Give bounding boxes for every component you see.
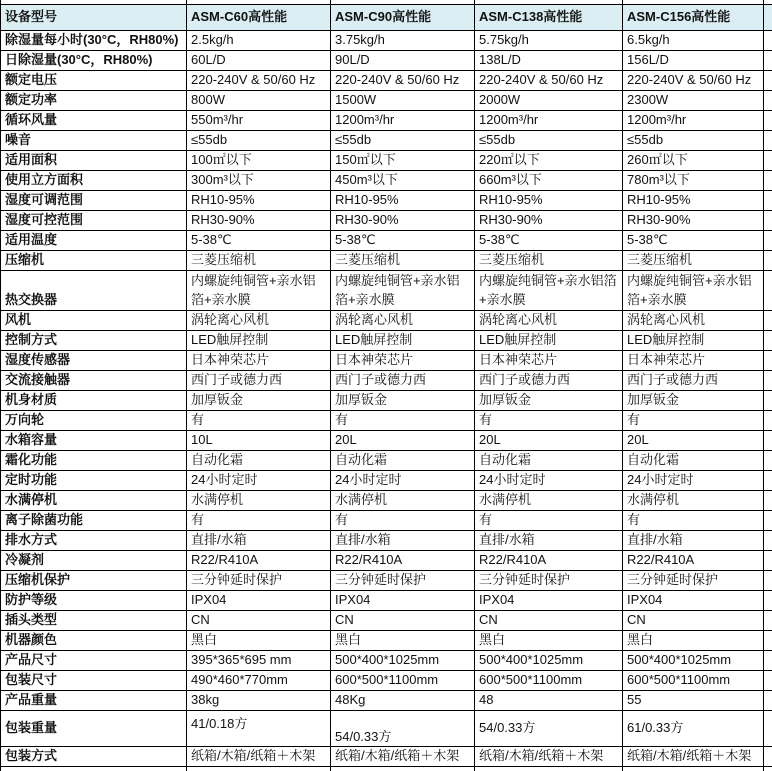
row-label[interactable]: 包装重量 (1, 710, 187, 746)
spec-cell[interactable]: 自动化霜 (331, 450, 475, 470)
spec-cell[interactable]: RH30-90% (475, 210, 623, 230)
spec-cell[interactable]: RH10-95% (331, 190, 475, 210)
spec-cell[interactable]: 38kg (187, 690, 331, 710)
spec-cell[interactable]: 直排/水箱 (187, 530, 331, 550)
partial-cell[interactable] (764, 370, 772, 390)
spec-cell[interactable]: 三菱压缩机 (623, 250, 764, 270)
spec-cell[interactable]: R22/R410A (623, 550, 764, 570)
row-label[interactable]: 离子除菌功能 (1, 510, 187, 530)
spec-cell[interactable]: 有 (187, 510, 331, 530)
spec-row (1, 90, 772, 110)
spec-row (1, 510, 772, 530)
partial-cell[interactable] (764, 690, 772, 710)
spec-cell[interactable]: CN (187, 610, 331, 630)
row-label[interactable]: 机器颜色 (1, 630, 187, 650)
spec-cell[interactable]: 西门子或德力西 (475, 370, 623, 390)
spec-cell[interactable]: 490*460*770mm (187, 670, 331, 690)
spec-row (1, 50, 772, 70)
spec-cell[interactable]: 5-38℃ (187, 230, 331, 250)
spec-cell[interactable]: 5.75kg/h (475, 30, 623, 50)
spec-cell[interactable]: 660m³以下 (475, 170, 623, 190)
spec-cell[interactable]: ≤55db (475, 130, 623, 150)
spec-row (1, 590, 772, 610)
spec-cell[interactable]: 加厚钣金 (475, 390, 623, 410)
spec-cell[interactable]: 600*500*1100mm (331, 670, 475, 690)
spec-cell[interactable]: IPX04 (623, 590, 764, 610)
spec-cell[interactable]: 直排/水箱 (623, 530, 764, 550)
spec-cell[interactable]: 6.5kg/h (623, 30, 764, 50)
partial-cell[interactable] (764, 210, 772, 230)
partial-cell[interactable] (764, 650, 772, 670)
spec-row (1, 130, 772, 150)
partial-cell[interactable] (764, 510, 772, 530)
spec-cell[interactable]: 61/0.33方 (623, 710, 764, 746)
spec-cell[interactable]: 涡轮离心风机 (623, 310, 764, 330)
spec-cell[interactable]: 直排/水箱 (331, 530, 475, 550)
spec-cell[interactable]: 西门子或德力西 (623, 370, 764, 390)
spec-cell[interactable]: 10L (187, 430, 331, 450)
spec-row (1, 450, 772, 470)
spec-cell[interactable]: LED触屏控制 (623, 330, 764, 350)
partial-cell[interactable] (764, 766, 772, 771)
row-label[interactable]: 额定功率 (1, 90, 187, 110)
spec-cell[interactable]: 20L (475, 430, 623, 450)
row-label[interactable]: 湿度可控范围 (1, 210, 187, 230)
spec-cell[interactable]: 150㎡以下 (331, 150, 475, 170)
spec-cell[interactable]: 100㎡以下 (187, 150, 331, 170)
spec-cell[interactable]: 24小时定时 (623, 470, 764, 490)
spec-cell[interactable]: 500*400*1025mm (475, 650, 623, 670)
spec-cell[interactable]: 20L (331, 430, 475, 450)
row-label[interactable]: 控制方式 (1, 330, 187, 350)
spec-cell[interactable]: 纸箱/木箱/纸箱＋木架 (187, 746, 331, 766)
header-cell-model[interactable]: ASM-C90高性能 (331, 4, 475, 30)
partial-cell[interactable] (764, 430, 772, 450)
partial-cell[interactable] (764, 170, 772, 190)
header-cell-label-column[interactable]: 设备型号 (1, 4, 187, 30)
row-label[interactable]: 插头类型 (1, 610, 187, 630)
row-label[interactable]: 机身材质 (1, 390, 187, 410)
row-label[interactable]: 霜化功能 (1, 450, 187, 470)
spec-cell[interactable]: 1200m³/hr (623, 110, 764, 130)
partial-cell[interactable] (764, 410, 772, 430)
partial-cell[interactable] (764, 190, 772, 210)
row-label[interactable]: 热交换器 (1, 270, 187, 310)
spec-cell[interactable]: 水满停机 (187, 490, 331, 510)
spec-cell[interactable]: 黑白 (623, 630, 764, 650)
spec-row (1, 30, 772, 50)
partial-cell[interactable] (764, 670, 772, 690)
row-label[interactable]: 万向轮 (1, 410, 187, 430)
spec-row (1, 270, 772, 310)
spec-cell[interactable]: 黑白 (475, 630, 623, 650)
spec-cell[interactable]: 自动化霜 (475, 450, 623, 470)
spec-row (1, 570, 772, 590)
row-label[interactable]: 水满停机 (1, 490, 187, 510)
spec-cell[interactable]: 加厚钣金 (187, 390, 331, 410)
spec-cell[interactable]: 48Kg (331, 690, 475, 710)
spec-cell[interactable]: 600*500*1100mm (475, 670, 623, 690)
spec-cell[interactable]: 三分钟延时保护 (475, 570, 623, 590)
spec-row (1, 350, 772, 370)
spec-row (1, 230, 772, 250)
spec-row (1, 630, 772, 650)
spec-cell[interactable]: 加厚钣金 (623, 390, 764, 410)
row-label[interactable]: 产品重量 (1, 690, 187, 710)
partial-cell[interactable] (764, 330, 772, 350)
spec-cell[interactable]: 西门子或德力西 (331, 370, 475, 390)
row-label[interactable]: 风机 (1, 310, 187, 330)
spec-cell[interactable]: 水满停机 (623, 490, 764, 510)
spec-cell[interactable]: 黑白 (331, 630, 475, 650)
spec-row (1, 310, 772, 330)
spec-row (1, 690, 772, 710)
spec-cell[interactable]: CN (475, 610, 623, 630)
spec-cell[interactable]: 有 (331, 510, 475, 530)
spec-row (1, 610, 772, 630)
spec-cell[interactable]: ≤55db (187, 130, 331, 150)
spec-cell[interactable]: 自动化霜 (187, 450, 331, 470)
spec-cell[interactable]: IPX04 (187, 590, 331, 610)
spec-cell[interactable]: 220㎡以下 (475, 150, 623, 170)
partial-cell[interactable] (764, 450, 772, 470)
spec-cell[interactable]: 自动化霜 (623, 450, 764, 470)
spec-cell[interactable]: 日本神荣芯片 (475, 350, 623, 370)
spec-cell[interactable]: 水满停机 (331, 490, 475, 510)
partial-cell[interactable] (764, 350, 772, 370)
spec-row (1, 410, 772, 430)
spec-cell[interactable]: 1200m³/hr (475, 110, 623, 130)
spec-row (1, 170, 772, 190)
spec-cell[interactable]: 三菱压缩机 (331, 250, 475, 270)
spec-cell[interactable]: 800W (187, 90, 331, 110)
spec-cell[interactable]: 220-240V & 50/60 Hz (623, 70, 764, 90)
spec-cell[interactable]: 600*500*1100mm (623, 670, 764, 690)
spec-cell[interactable]: 有 (623, 510, 764, 530)
spec-cell[interactable]: 水满停机 (475, 490, 623, 510)
spec-cell[interactable]: 1200m³/hr (331, 110, 475, 130)
spec-row (1, 670, 772, 690)
spec-cell[interactable]: 1500W (331, 90, 475, 110)
row-label[interactable]: 使用立方面积 (1, 170, 187, 190)
spec-row (1, 710, 772, 746)
spec-cell[interactable]: 日本神荣芯片 (187, 350, 331, 370)
header-cell-model[interactable]: ASM-C60高性能 (187, 4, 331, 30)
row-label[interactable]: 定时功能 (1, 470, 187, 490)
row-label[interactable]: 湿度可调范围 (1, 190, 187, 210)
spec-cell[interactable]: 41/0.18方 (187, 710, 331, 746)
partial-cell[interactable] (764, 70, 772, 90)
partial-cell[interactable] (764, 130, 772, 150)
spec-cell[interactable]: IPX04 (331, 590, 475, 610)
spec-cell[interactable]: 138L/D (475, 50, 623, 70)
partial-cell[interactable] (764, 250, 772, 270)
partial-cell[interactable] (764, 90, 772, 110)
partial-cell[interactable] (764, 390, 772, 410)
spec-row (1, 470, 772, 490)
spec-table-body (1, 30, 772, 771)
spec-cell[interactable]: RH10-95% (187, 190, 331, 210)
row-label[interactable]: 防护等级 (1, 590, 187, 610)
spec-cell[interactable]: 780m³以下 (623, 170, 764, 190)
spec-cell[interactable]: 24小时定时 (331, 470, 475, 490)
partial-cell[interactable] (764, 310, 772, 330)
spec-cell[interactable]: 5-38℃ (475, 230, 623, 250)
partial-cell[interactable] (764, 710, 772, 746)
row-label[interactable]: 适用面积 (1, 150, 187, 170)
spec-cell[interactable]: 5-38℃ (623, 230, 764, 250)
spec-cell[interactable]: 三菱压缩机 (187, 250, 331, 270)
spec-cell[interactable]: 涡轮离心风机 (331, 310, 475, 330)
spec-row (1, 370, 772, 390)
spec-cell[interactable]: 三分钟延时保护 (331, 570, 475, 590)
spec-row (1, 650, 772, 670)
row-label[interactable]: 额定电压 (1, 70, 187, 90)
spec-cell[interactable]: RH10-95% (475, 190, 623, 210)
spec-cell[interactable]: 内螺旋纯铜管+亲水铝箔+亲水膜 (331, 270, 475, 310)
spec-cell[interactable]: 加厚钣金 (331, 390, 475, 410)
partial-cell[interactable] (187, 766, 331, 771)
spec-cell[interactable]: 450m³以下 (331, 170, 475, 190)
row-label[interactable]: 循环风量 (1, 110, 187, 130)
partial-cell[interactable] (764, 150, 772, 170)
spec-cell[interactable]: 54/0.33方 (475, 710, 623, 746)
spec-cell[interactable]: 500*400*1025mm (331, 650, 475, 670)
spec-cell[interactable]: 三菱压缩机 (475, 250, 623, 270)
spec-cell[interactable]: 54/0.33方 (331, 710, 475, 746)
spec-cell[interactable]: CN (331, 610, 475, 630)
spec-cell[interactable]: 24小时定时 (475, 470, 623, 490)
partial-cell[interactable] (764, 270, 772, 310)
row-label[interactable]: 湿度传感器 (1, 350, 187, 370)
spec-cell[interactable]: RH10-95% (623, 190, 764, 210)
spec-row (1, 746, 772, 766)
partial-cell[interactable] (764, 590, 772, 610)
partial-cell[interactable] (475, 766, 623, 771)
partial-cell[interactable] (764, 530, 772, 550)
spec-row (1, 250, 772, 270)
spec-cell[interactable]: ≤55db (623, 130, 764, 150)
spec-cell[interactable]: 纸箱/木箱/纸箱＋木架 (331, 746, 475, 766)
spec-cell[interactable]: CN (623, 610, 764, 630)
spec-cell[interactable]: 内螺旋纯铜管+亲水铝箔+亲水膜 (475, 270, 623, 310)
spec-table-header (1, 0, 772, 30)
spec-cell[interactable]: 500*400*1025mm (623, 650, 764, 670)
spec-row (1, 550, 772, 570)
row-label[interactable]: 冷凝剂 (1, 550, 187, 570)
spec-cell[interactable]: 55 (623, 690, 764, 710)
row-label[interactable]: 压缩机保护 (1, 570, 187, 590)
spec-cell[interactable]: 有 (475, 510, 623, 530)
spec-cell[interactable]: 24小时定时 (187, 470, 331, 490)
spec-row (1, 490, 772, 510)
spec-row (1, 70, 772, 90)
header-cell-model[interactable]: ASM-C156高性能 (623, 4, 764, 30)
spec-cell[interactable]: 220-240V & 50/60 Hz (475, 70, 623, 90)
row-label[interactable]: 产品尺寸 (1, 650, 187, 670)
row-label[interactable]: 包装尺寸 (1, 670, 187, 690)
partial-cell[interactable] (764, 490, 772, 510)
row-label[interactable]: 除湿量每小时(30°C，RH80%) (1, 30, 187, 50)
spec-row (1, 150, 772, 170)
partial-cell[interactable] (764, 610, 772, 630)
spec-row (1, 430, 772, 450)
spec-cell[interactable]: 内螺旋纯铜管+亲水铝箔+亲水膜 (187, 270, 331, 310)
partial-cell[interactable] (764, 570, 772, 590)
row-label[interactable]: 包装方式 (1, 746, 187, 766)
spec-cell[interactable]: 三分钟延时保护 (187, 570, 331, 590)
spec-cell[interactable]: R22/R410A (475, 550, 623, 570)
header-cell-partial[interactable] (764, 4, 772, 30)
partial-cell[interactable] (1, 766, 187, 771)
spec-cell[interactable]: 有 (475, 410, 623, 430)
spec-cell[interactable]: 纸箱/木箱/纸箱＋木架 (623, 746, 764, 766)
spec-cell[interactable]: LED触屏控制 (475, 330, 623, 350)
spec-cell[interactable]: 三分钟延时保护 (623, 570, 764, 590)
spec-cell[interactable]: 纸箱/木箱/纸箱＋木架 (475, 746, 623, 766)
spec-cell[interactable]: 2300W (623, 90, 764, 110)
row-label[interactable]: 压缩机 (1, 250, 187, 270)
spec-cell[interactable]: RH30-90% (623, 210, 764, 230)
spec-cell[interactable]: RH30-90% (187, 210, 331, 230)
spec-cell[interactable]: 48 (475, 690, 623, 710)
spec-cell[interactable]: 2000W (475, 90, 623, 110)
spec-row (1, 110, 772, 130)
partial-cell[interactable] (764, 50, 772, 70)
spec-cell[interactable]: 260㎡以下 (623, 150, 764, 170)
spec-cell[interactable]: 日本神荣芯片 (331, 350, 475, 370)
spec-row (1, 190, 772, 210)
partial-row-bottom (1, 766, 772, 771)
spec-cell[interactable]: 220-240V & 50/60 Hz (187, 70, 331, 90)
spec-cell[interactable]: 90L/D (331, 50, 475, 70)
spec-cell[interactable]: 220-240V & 50/60 Hz (331, 70, 475, 90)
spec-cell[interactable]: 20L (623, 430, 764, 450)
spec-cell[interactable]: 550m³/hr (187, 110, 331, 130)
header-row (1, 4, 772, 30)
spec-cell[interactable]: R22/R410A (331, 550, 475, 570)
spec-cell[interactable]: LED触屏控制 (331, 330, 475, 350)
spec-cell[interactable]: 有 (331, 410, 475, 430)
spec-row (1, 210, 772, 230)
partial-cell[interactable] (764, 110, 772, 130)
row-label[interactable]: 适用温度 (1, 230, 187, 250)
spec-row (1, 530, 772, 550)
spec-cell[interactable]: R22/R410A (187, 550, 331, 570)
partial-cell[interactable] (764, 230, 772, 250)
spec-cell[interactable]: 60L/D (187, 50, 331, 70)
header-cell-model[interactable]: ASM-C138高性能 (475, 4, 623, 30)
spec-cell[interactable]: RH30-90% (331, 210, 475, 230)
partial-cell[interactable] (764, 550, 772, 570)
partial-cell[interactable] (331, 766, 475, 771)
spec-cell[interactable]: ≤55db (331, 130, 475, 150)
spec-cell[interactable]: 涡轮离心风机 (475, 310, 623, 330)
row-label[interactable]: 日除湿量(30°C，RH80%) (1, 50, 187, 70)
partial-cell[interactable] (764, 30, 772, 50)
row-label[interactable]: 交流接触器 (1, 370, 187, 390)
spec-cell[interactable]: 2.5kg/h (187, 30, 331, 50)
row-label[interactable]: 排水方式 (1, 530, 187, 550)
spec-cell[interactable]: 有 (187, 410, 331, 430)
partial-cell[interactable] (764, 470, 772, 490)
spec-cell[interactable]: 内螺旋纯铜管+亲水铝箔+亲水膜 (623, 270, 764, 310)
spec-cell[interactable]: 日本神荣芯片 (623, 350, 764, 370)
spec-cell[interactable]: LED触屏控制 (187, 330, 331, 350)
spec-cell[interactable]: 395*365*695 mm (187, 650, 331, 670)
row-label[interactable]: 水箱容量 (1, 430, 187, 450)
row-label[interactable]: 噪音 (1, 130, 187, 150)
spec-cell[interactable]: 300m³以下 (187, 170, 331, 190)
spec-cell[interactable]: 黑白 (187, 630, 331, 650)
spec-cell[interactable]: 涡轮离心风机 (187, 310, 331, 330)
spec-cell[interactable]: 西门子或德力西 (187, 370, 331, 390)
spec-cell[interactable]: 直排/水箱 (475, 530, 623, 550)
spec-cell[interactable]: 有 (623, 410, 764, 430)
partial-cell[interactable] (623, 766, 764, 771)
spec-cell[interactable]: IPX04 (475, 590, 623, 610)
spec-row (1, 390, 772, 410)
spec-row (1, 330, 772, 350)
partial-cell[interactable] (764, 746, 772, 766)
spec-cell[interactable]: 3.75kg/h (331, 30, 475, 50)
spec-cell[interactable]: 5-38℃ (331, 230, 475, 250)
partial-cell[interactable] (764, 630, 772, 650)
spec-cell[interactable]: 156L/D (623, 50, 764, 70)
